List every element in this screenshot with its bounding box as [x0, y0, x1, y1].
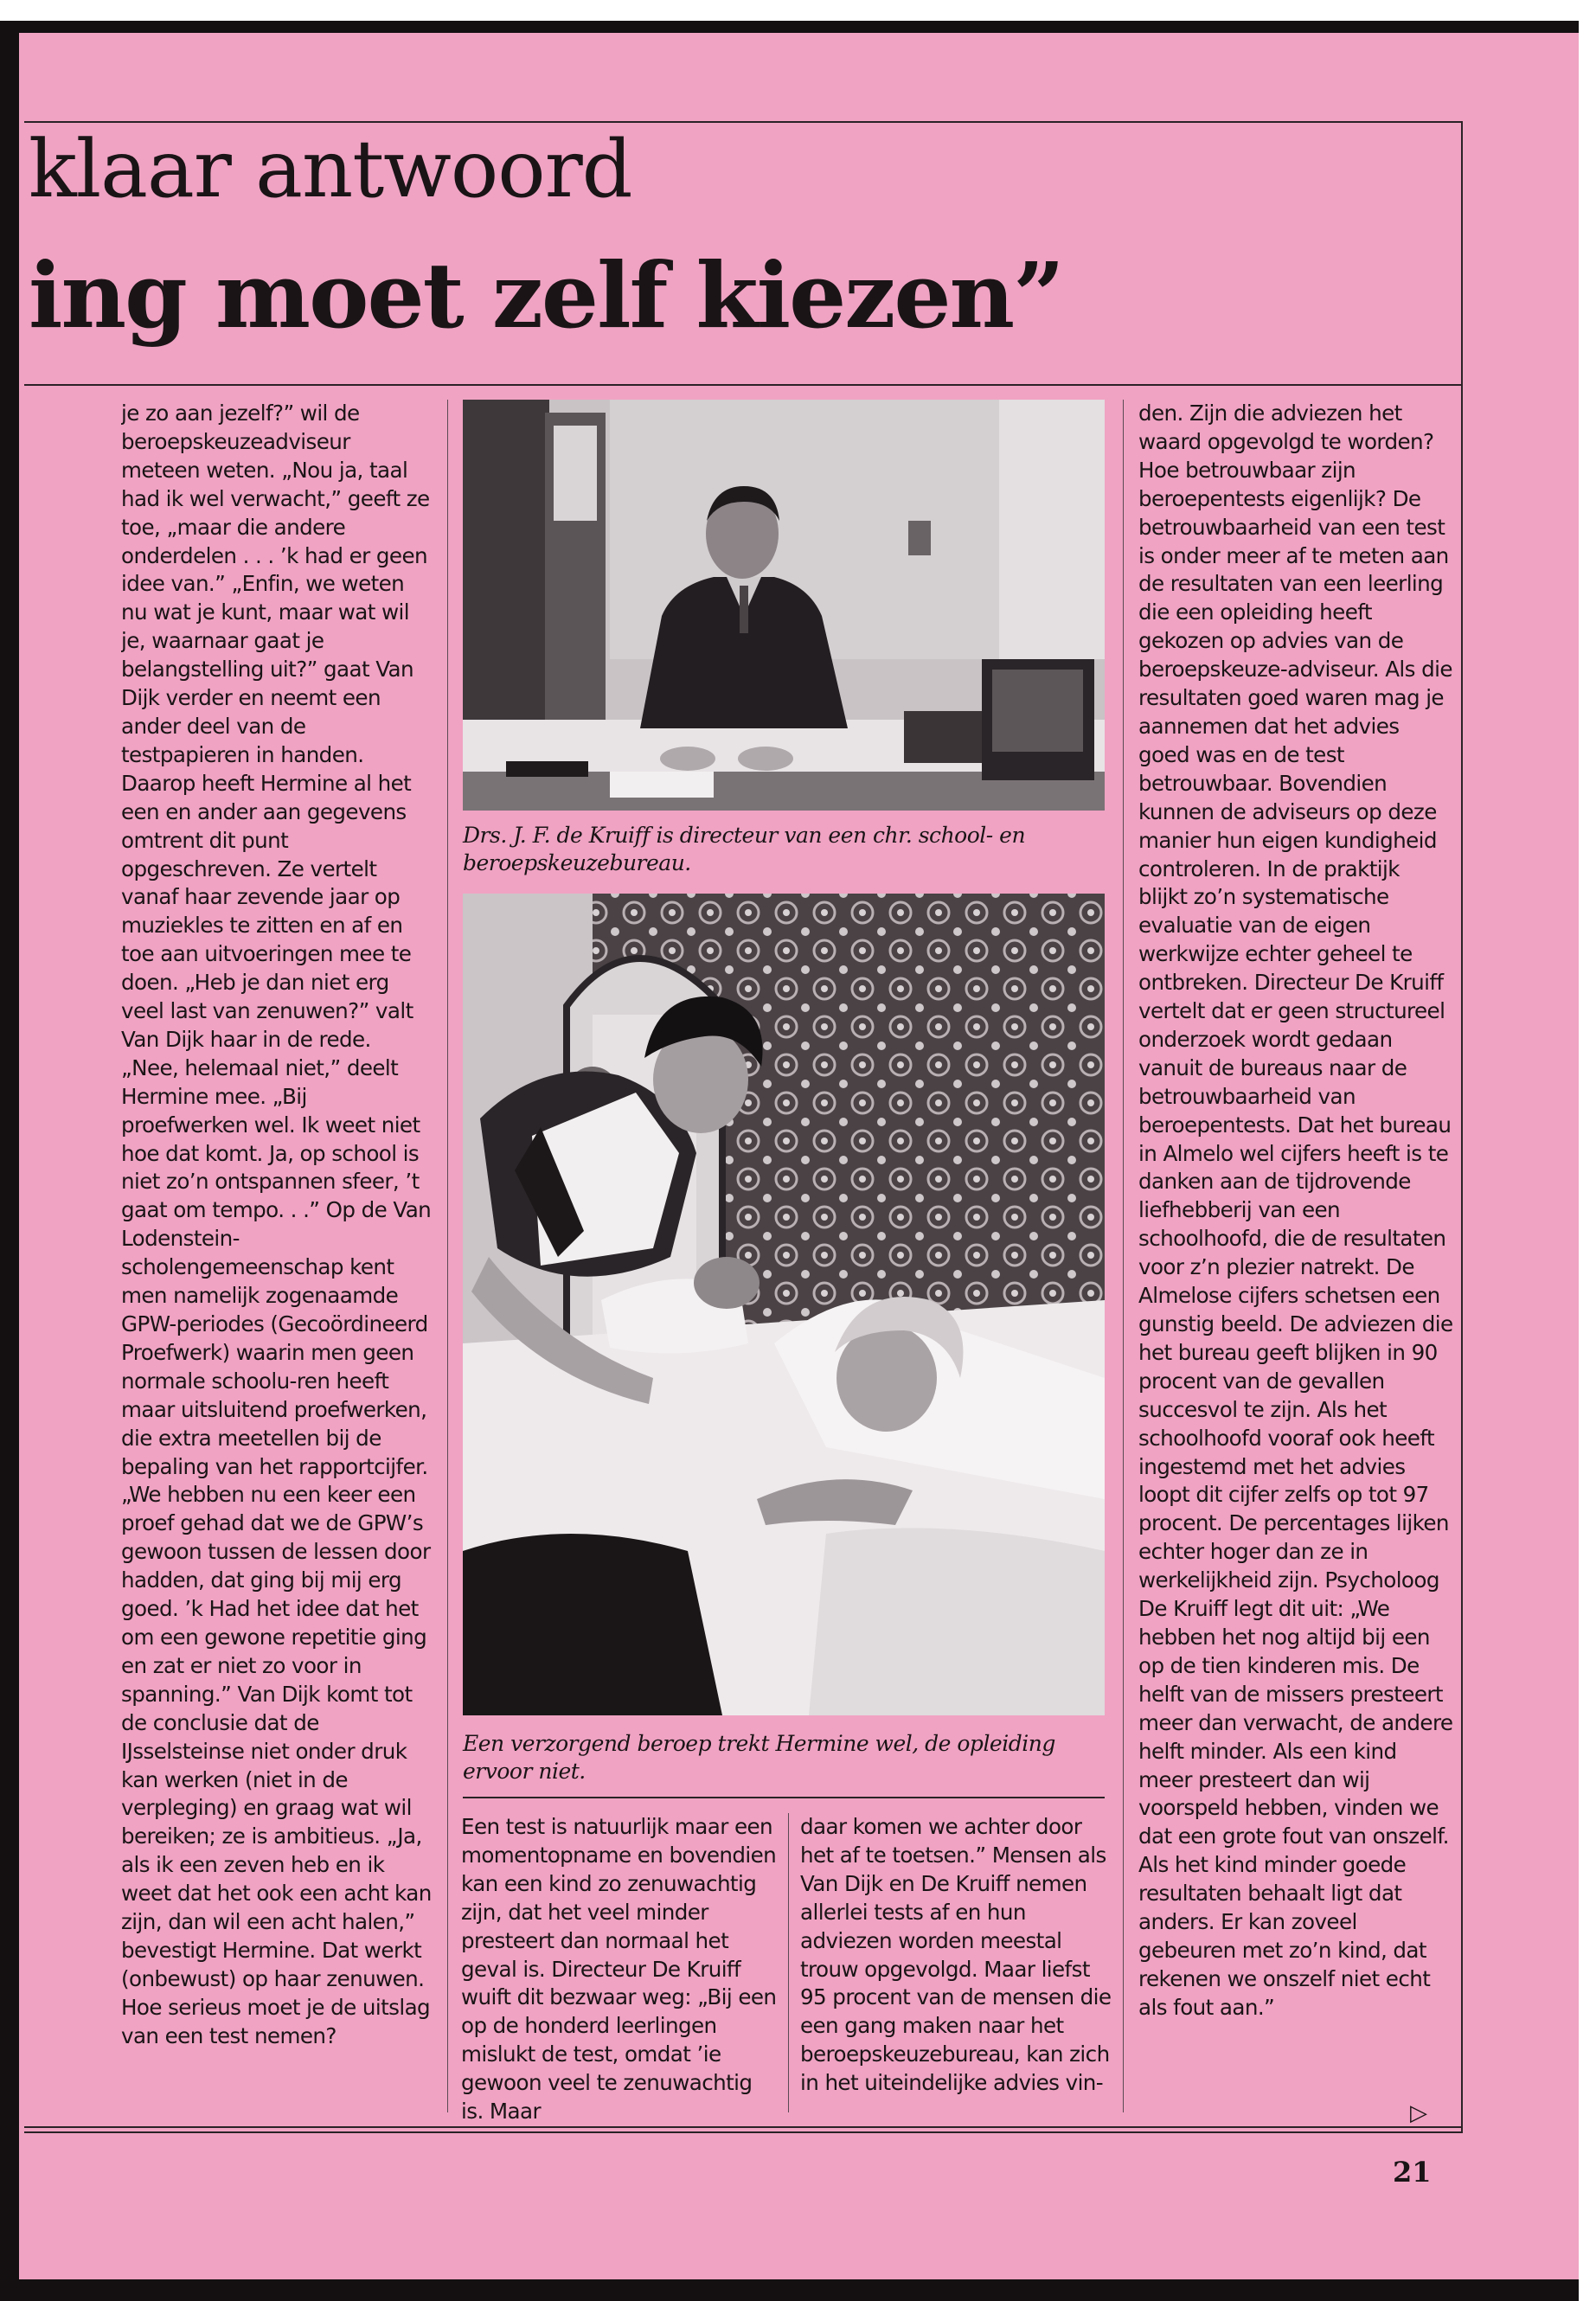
article-text-middle-2: daar komen we achter door het af te toetsen.” Mensen als Van Dijk en De Kruiff nemen allerlei tests af en hun adviezen worden meestal trouw opgevolgd. Maar liefst 95 procent van de mensen die een gang maken naar het beroepskeuzebureau, kan zich in het uiteindelijke advies vin- — [800, 1814, 1112, 2096]
photo-director-at-desk — [463, 400, 1105, 811]
page-headline: ing moet zelf kiezen” — [29, 242, 1063, 349]
footer-rule — [24, 2126, 1463, 2128]
header-rule — [24, 384, 1463, 386]
article-column-middle-2 — [800, 1813, 1118, 2098]
photo-nurse-illustration — [463, 894, 1105, 1715]
article-column-middle-1 — [461, 1813, 777, 2126]
article-text-left: je zo aan jezelf?” wil de beroepskeuzeadviseur meteen weten. „Nou ja, taal had ik wel verwacht,” geeft ze toe, „maar die andere onderdelen . . . ’k had er geen idee van.” „Enfin, we weten nu wat je kunt, maar wat wil je, waarnaar gaat je belangstelling uit?” gaat Van Dijk verder en neemt een ander deel van de testpapieren in handen. Daarop heeft Hermine al het een en ander aan gegevens omtrent dit punt opgeschreven. Ze vertelt vanaf haar zevende jaar op muziekles te zitten en af en toe aan uitvoeringen mee te doen. „Heb je dan niet erg veel last van zenuwen?” valt Van Dijk haar in de rede. „Nee, helemaal niet,” deelt Hermine mee. „Bij proefwerken wel. Ik weet niet hoe dat komt. Ja, op school is niet zo’n ontspannen sfeer, ’t gaat om tempo. . .” Op de Van Lodenstein-scholengemeenschap kent men namelijk zogenaamde GPW-periodes (Gecoördineerd Proefwerk) waarin men geen normale schoolu-ren heeft maar uitsluitend proefwerken, die extra meetellen bij de bepaling van het rapportcijfer. „We hebben nu een keer een proef gehad dat we de GPW’s gewoon tussen de lessen door hadden, dat ging bij mij erg goed. ’k Had het idee dat het om een gewone repetitie ging en zat er niet zo voor in spanning.” Van Dijk komt tot de conclusie dat de IJsselsteinse niet onder druk kan werken (niet in de verpleging) en graag wat wil bereiken; ze is ambitieus. „Ja, als ik een zeven heb en ik weet dat het ook een acht kan zijn, dan wil een acht halen,” bevestigt Hermine. Dat werkt (onbewust) op haar zenuwen. Hoe serieus moet je de uitslag van een test nemen? — [121, 401, 432, 2048]
column-separator — [447, 400, 448, 2112]
photo-caption-director: Drs. J. F. de Kruiff is directeur van een chr. school- en beroepskeuzebureau. — [463, 823, 1026, 875]
photo-director-illustration — [463, 400, 1105, 811]
column-separator — [1123, 400, 1124, 2112]
caption-rule — [463, 1797, 1105, 1798]
photo-caption-nurse: Een verzorgend beroep trekt Hermine wel, de opleiding ervoor niet. — [463, 1731, 1055, 1784]
article-text-middle-1: Een test is natuurlijk maar een momentopname en bovendien kan een kind zo zenuwachtig zijn, dat het veel minder presteert dan normaal het geval is. Directeur De Kruiff wuift dit bezwaar weg: „Bij een op de honderd leerlingen mislukt de test, omdat ’ie gewoon veel te zenuwachtig is. Maar — [461, 1814, 777, 2125]
scan-top-border — [0, 21, 1579, 33]
scan-left-border — [0, 21, 19, 2301]
scan-bottom-border — [0, 2279, 1579, 2301]
column-separator — [788, 1813, 789, 2112]
article-column-left — [121, 400, 434, 2051]
page-number: 21 — [1393, 2156, 1432, 2189]
photo-nurse-with-baby — [463, 894, 1105, 1715]
article-column-right — [1138, 400, 1453, 2022]
kicker-heading: klaar antwoord — [29, 123, 632, 215]
continue-arrow-icon: ▷ — [1410, 2100, 1427, 2126]
article-text-right: den. Zijn die adviezen het waard opgevolgd te worden? Hoe betrouwbaar zijn beroepentests eigenlijk? De betrouwbaarheid van een test is onder meer af te meten aan de resultaten van een leerling die een opleiding heeft gekozen op advies van de beroepskeuze-adviseur. Als die resultaten goed waren mag je aannemen dat het advies goed was en de test betrouwbaar. Bovendien kunnen de adviseurs op deze manier hun eigen kundigheid controleren. In de praktijk blijkt zo’n systematische evaluatie van de eigen werkwijze echter geheel te ontbreken. Directeur De Kruiff vertelt dat er geen structureel onderzoek wordt gedaan vanuit de bureaus naar de betrouwbaarheid van beroepentests. Dat het bureau in Almelo wel cijfers heeft is te danken aan de tijdrovende liefhebberij van een schoolhoofd, die de resultaten voor z’n plezier natrekt. De Almelose cijfers schetsen een gunstig beeld. De adviezen die het bureau geeft blijken in 90 procent van de gevallen succesvol te zijn. Als het schoolhoofd vooraf ook heeft ingestemd met het advies loopt dit cijfer zelfs op tot 97 procent. De percentages lijken echter hoger dan ze in werkelijkheid zijn. Psycholoog De Kruiff legt dit uit: „We hebben het nog altijd bij een op de tien kinderen mis. De helft van de missers presteert meer dan verwacht, de andere helft minder. Als een kind meer presteert dan wij voorspeld hebben, vinden we dat een grote fout van onszelf. Als het kind minder goede resultaten behaalt ligt dat anders. Er kan zoveel gebeuren met zo’n kind, dat rekenen we onszelf niet echt als fout aan.” — [1138, 401, 1453, 2020]
